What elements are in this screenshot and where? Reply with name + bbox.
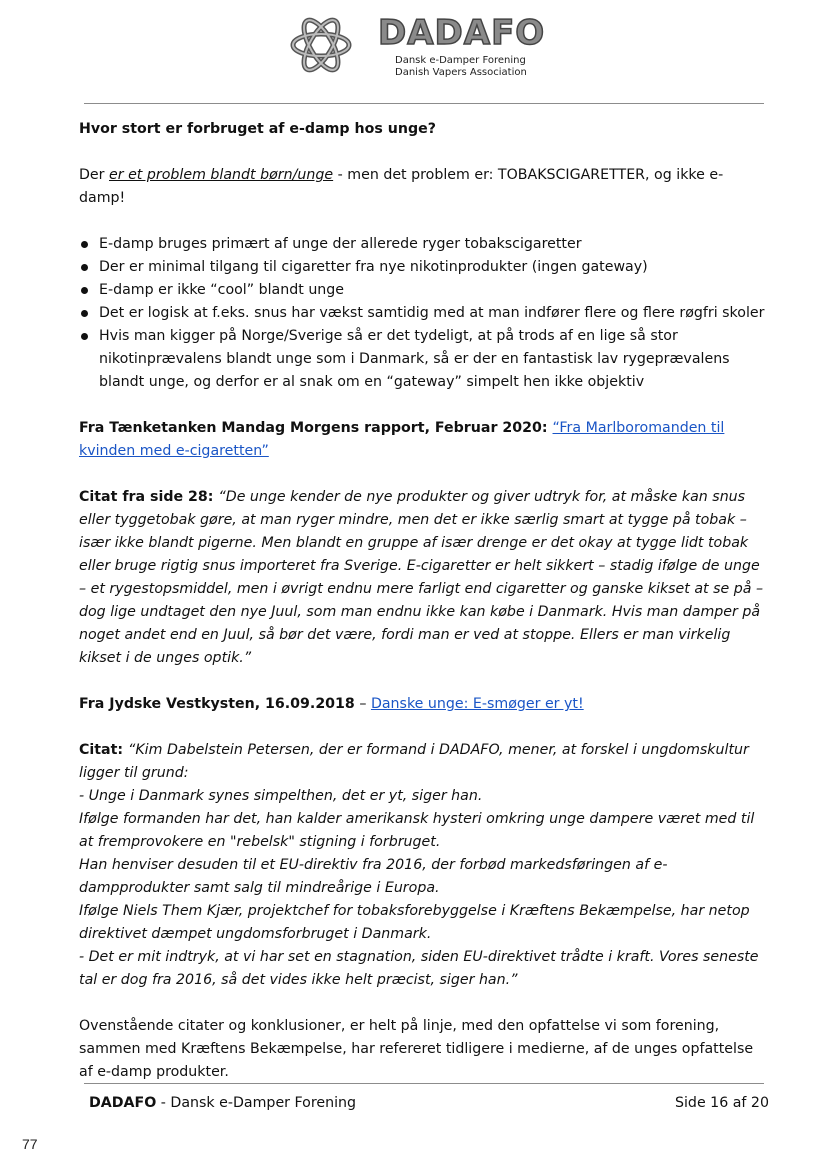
quote2-line: Han henviser desuden til et EU-direktiv fra 2016, der forbød markedsføringen af e-dampprodukter samt salg til mindreårige i Europa. xyxy=(79,857,668,896)
footer-page-indicator: Side 16 af 20 xyxy=(674,1095,769,1111)
list-item: E-damp bruges primært af unge der allerede ryger tobakscigaretter xyxy=(79,233,769,256)
footer-brand xyxy=(89,1092,356,1114)
source-mandag-morgen xyxy=(79,417,769,463)
list-item: Der er minimal tilgang til cigaretter fra nye nikotinprodukter (ingen gateway) xyxy=(79,256,769,279)
page-number: 77 xyxy=(22,1136,38,1152)
logo-subtitle-english: Danish Vapers Association xyxy=(395,67,527,78)
intro-text-start: Der xyxy=(79,167,109,183)
logo-wordmark: DADAFO xyxy=(378,13,546,53)
footer-brand-name: DADAFO xyxy=(89,1095,157,1111)
quote2-line: Ifølge Niels Them Kjær, projektchef for tobaksforebyggelse i Kræftens Bekæmpelse, har netop direktivet dæmpet ungdomsforbruget i Danmark. xyxy=(79,903,750,942)
quote1-text: “De unge kender de nye produkter og giver udtryk for, at måske kan snus eller tyggetobak gøre, at man ryger mindre, men det er ikke særlig smart at tygge på tobak – især ikke blandt pigerne. Men blandt en gruppe af især drenge er det okay at tygge lidt tobak eller bruge rigtig snus importeret fra Sverige. E-cigaretter er helt sikkert – stadig ifølge de unge – et rygestopsmiddel, men i øvrigt endnu mere farligt end cigaretter og ganske kikset at se på – dog lige undtaget den nye Juul, som man endnu ikke kan købe i Danmark. Hvis man damper på noget andet end en Juul, så bør det være, fordi man er ved at stoppe. Ellers er man virkelig kikset i de unges optik.” xyxy=(79,489,764,666)
source-jydske-vestkysten xyxy=(79,693,769,716)
header-divider xyxy=(84,103,764,104)
source2-link[interactable]: Danske unge: E-smøger er yt! xyxy=(370,696,584,712)
source2-label: Fra Jydske Vestkysten, 16.09.2018 xyxy=(79,696,355,712)
logo-subtitle-danish: Dansk e-Damper Forening xyxy=(395,55,526,66)
intro-text-end: - men det problem er: TOBAKSCIGARETTER, og ikke e-damp! xyxy=(79,167,724,206)
list-item: Hvis man kigger på Norge/Sverige så er det tydeligt, at på trods af en lige så stor nikotinprævalens blandt unge som i Danmark, så er der en fantastisk lav rygeprævalens blandt unge, og derfor er al snak om en “gateway” simpelt hen ikke objektiv xyxy=(79,325,769,394)
conclusion-paragraph: Ovenstående citater og konklusioner, er helt på linje, med den opfattelse vi som forening, sammen med Kræftens Bekæmpelse, har refereret tidligere i medierne, af de unges opfattelse af e-damp produkter. xyxy=(79,1018,754,1080)
source2-separator: – xyxy=(354,696,371,712)
quote2-line: - Det er mit indtryk, at vi har set en stagnation, siden EU-direktivet trådte i kraft. Vores seneste tal er dog fra 2016, så det vides ikke helt præcist, siger han.” xyxy=(79,949,759,988)
quote-page-28 xyxy=(79,486,769,670)
main-content xyxy=(79,118,769,1084)
quote2-line: - Unge i Danmark synes simpelthen, det er yt, siger han. xyxy=(79,788,483,804)
quote2-line: “Kim Dabelstein Petersen, der er formand i DADAFO, mener, at forskel i ungdomskultur ligger til grund: xyxy=(79,742,749,781)
quote2-line: Ifølge formanden har det, han kalder amerikansk hysteri omkring unge dampere været med til at fremprovokere en "rebelsk" stigning i forbruget. xyxy=(79,811,755,850)
footer-divider xyxy=(84,1083,764,1084)
quote2-label: Citat: xyxy=(79,742,129,758)
dadafo-logo xyxy=(288,12,546,82)
quote1-label: Citat fra side 28: xyxy=(79,489,219,505)
source1-label: Fra Tænketanken Mandag Morgens rapport, Februar 2020: xyxy=(79,420,553,436)
section-heading: Hvor stort er forbruget af e-damp hos unge? xyxy=(79,121,436,137)
list-item: E-damp er ikke “cool” blandt unge xyxy=(79,279,769,302)
source1-link[interactable]: “Fra Marlboromanden til kvinden med e-cigaretten” xyxy=(79,420,725,459)
atom-logo-icon xyxy=(288,12,354,78)
intro-emphasis: er et problem blandt børn/unge xyxy=(109,167,334,183)
list-item: Det er logisk at f.eks. snus har vækst samtidig med at man indfører flere og flere røgfri skoler xyxy=(79,302,769,325)
bullet-list xyxy=(79,233,769,394)
footer-brand-text: - Dansk e-Damper Forening xyxy=(156,1095,357,1111)
intro-paragraph xyxy=(79,164,769,210)
quote-jydske xyxy=(79,739,769,992)
